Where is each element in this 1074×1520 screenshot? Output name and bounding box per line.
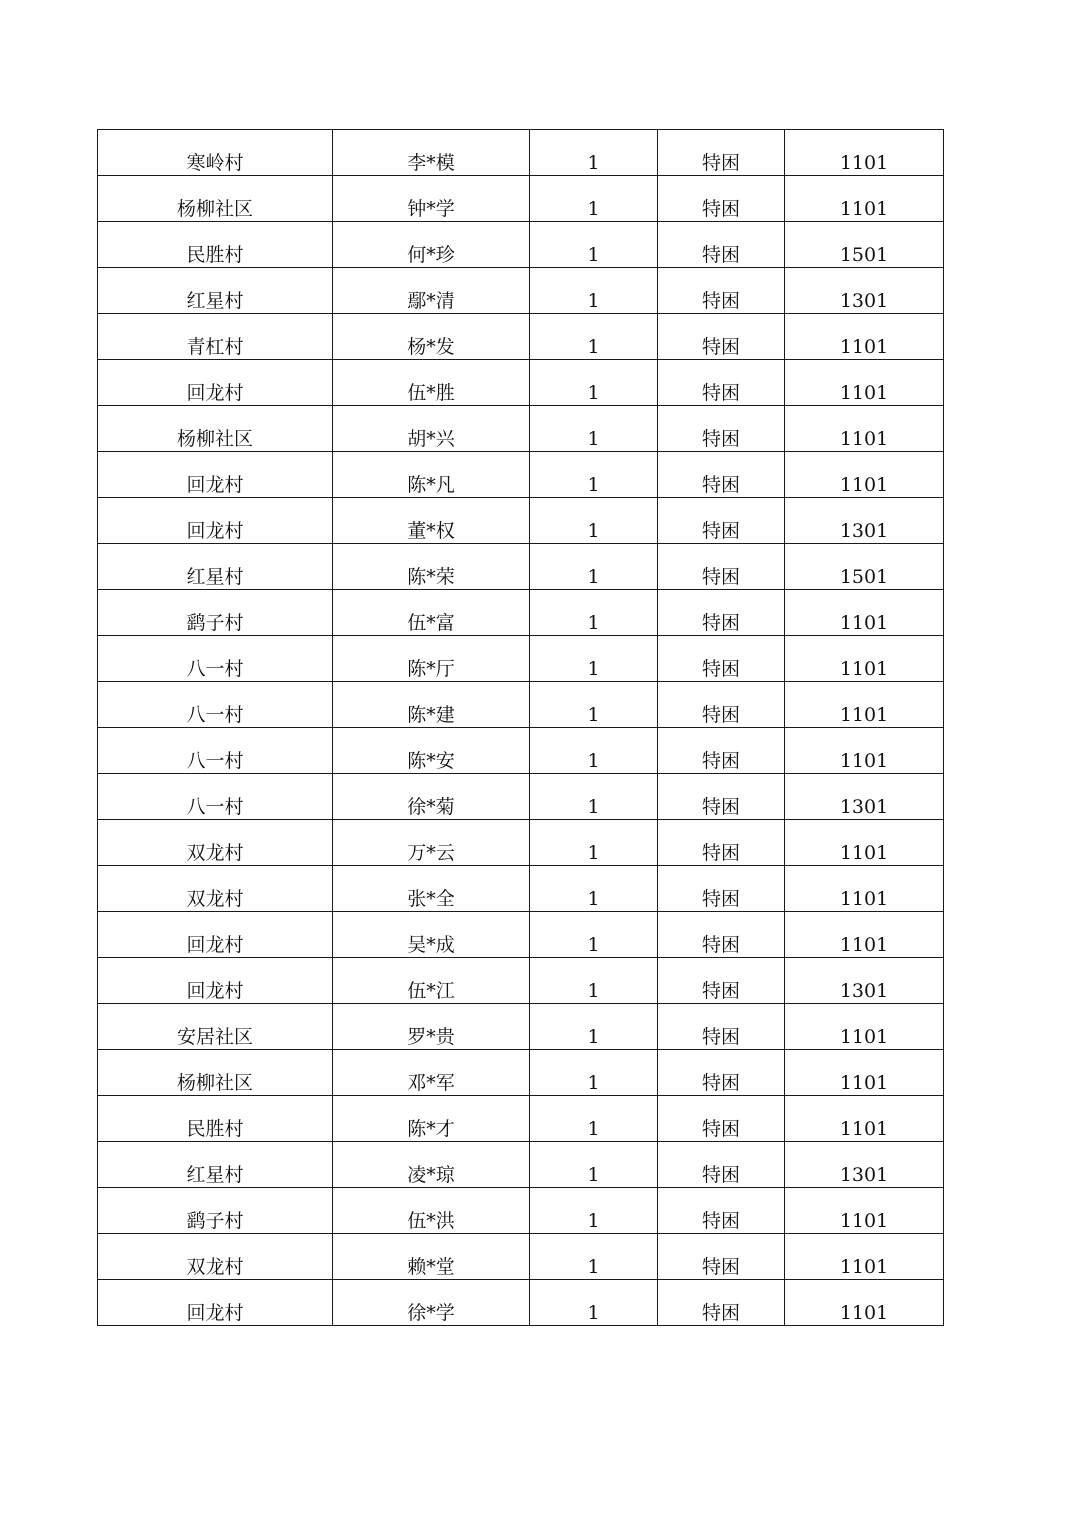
- table-row: [98, 1142, 944, 1188]
- village-cell: 回龙村: [98, 958, 333, 1004]
- category-cell: 特困: [658, 1234, 785, 1280]
- category-cell: 特困: [658, 1096, 785, 1142]
- village-cell: 杨柳社区: [98, 406, 333, 452]
- village-cell: 红星村: [98, 268, 333, 314]
- village-cell: 寒岭村: [98, 130, 333, 176]
- count-cell: 1: [530, 498, 658, 544]
- table-row: [98, 866, 944, 912]
- amount-cell: 1101: [785, 1004, 944, 1050]
- name-cell: 伍*胜: [333, 360, 530, 406]
- village-cell: 安居社区: [98, 1004, 333, 1050]
- count-cell: 1: [530, 636, 658, 682]
- count-cell: 1: [530, 1096, 658, 1142]
- table-row: [98, 1188, 944, 1234]
- amount-cell: 1101: [785, 314, 944, 360]
- name-cell: 陈*安: [333, 728, 530, 774]
- name-cell: 陈*厅: [333, 636, 530, 682]
- name-cell: 董*权: [333, 498, 530, 544]
- table-row: [98, 1096, 944, 1142]
- count-cell: 1: [530, 544, 658, 590]
- table-row: [98, 498, 944, 544]
- amount-cell: 1301: [785, 1142, 944, 1188]
- amount-cell: 1101: [785, 820, 944, 866]
- table-row: [98, 728, 944, 774]
- name-cell: 徐*学: [333, 1280, 530, 1326]
- table-row: [98, 130, 944, 176]
- category-cell: 特困: [658, 958, 785, 1004]
- village-cell: 回龙村: [98, 498, 333, 544]
- village-cell: 双龙村: [98, 820, 333, 866]
- amount-cell: 1101: [785, 1280, 944, 1326]
- category-cell: 特困: [658, 774, 785, 820]
- name-cell: 陈*建: [333, 682, 530, 728]
- village-cell: 杨柳社区: [98, 1050, 333, 1096]
- category-cell: 特困: [658, 682, 785, 728]
- amount-cell: 1101: [785, 452, 944, 498]
- count-cell: 1: [530, 958, 658, 1004]
- roster-table: [97, 129, 944, 1326]
- table-row: [98, 636, 944, 682]
- table-row: [98, 360, 944, 406]
- category-cell: 特困: [658, 636, 785, 682]
- amount-cell: 1101: [785, 406, 944, 452]
- category-cell: 特困: [658, 590, 785, 636]
- village-cell: 杨柳社区: [98, 176, 333, 222]
- name-cell: 吴*成: [333, 912, 530, 958]
- category-cell: 特困: [658, 820, 785, 866]
- name-cell: 罗*贵: [333, 1004, 530, 1050]
- table-row: [98, 176, 944, 222]
- name-cell: 伍*洪: [333, 1188, 530, 1234]
- category-cell: 特困: [658, 912, 785, 958]
- category-cell: 特困: [658, 406, 785, 452]
- village-cell: 鹞子村: [98, 590, 333, 636]
- amount-cell: 1101: [785, 636, 944, 682]
- category-cell: 特困: [658, 314, 785, 360]
- name-cell: 赖*堂: [333, 1234, 530, 1280]
- count-cell: 1: [530, 1280, 658, 1326]
- count-cell: 1: [530, 912, 658, 958]
- name-cell: 何*珍: [333, 222, 530, 268]
- amount-cell: 1101: [785, 728, 944, 774]
- amount-cell: 1301: [785, 268, 944, 314]
- category-cell: 特困: [658, 360, 785, 406]
- table-row: [98, 222, 944, 268]
- count-cell: 1: [530, 866, 658, 912]
- name-cell: 陈*凡: [333, 452, 530, 498]
- count-cell: 1: [530, 452, 658, 498]
- amount-cell: 1101: [785, 130, 944, 176]
- category-cell: 特困: [658, 176, 785, 222]
- amount-cell: 1101: [785, 176, 944, 222]
- table-row: [98, 544, 944, 590]
- amount-cell: 1501: [785, 544, 944, 590]
- category-cell: 特困: [658, 268, 785, 314]
- village-cell: 民胜村: [98, 222, 333, 268]
- category-cell: 特困: [658, 866, 785, 912]
- category-cell: 特困: [658, 544, 785, 590]
- name-cell: 钟*学: [333, 176, 530, 222]
- table-row: [98, 314, 944, 360]
- count-cell: 1: [530, 774, 658, 820]
- count-cell: 1: [530, 360, 658, 406]
- village-cell: 回龙村: [98, 912, 333, 958]
- count-cell: 1: [530, 590, 658, 636]
- category-cell: 特困: [658, 130, 785, 176]
- amount-cell: 1101: [785, 1234, 944, 1280]
- roster-table-body: [98, 130, 944, 1326]
- village-cell: 双龙村: [98, 1234, 333, 1280]
- table-row: [98, 1004, 944, 1050]
- category-cell: 特困: [658, 222, 785, 268]
- village-cell: 回龙村: [98, 452, 333, 498]
- table-row: [98, 682, 944, 728]
- village-cell: 双龙村: [98, 866, 333, 912]
- category-cell: 特困: [658, 1188, 785, 1234]
- village-cell: 八一村: [98, 728, 333, 774]
- name-cell: 徐*菊: [333, 774, 530, 820]
- table-row: [98, 774, 944, 820]
- count-cell: 1: [530, 314, 658, 360]
- village-cell: 回龙村: [98, 1280, 333, 1326]
- count-cell: 1: [530, 1142, 658, 1188]
- count-cell: 1: [530, 1050, 658, 1096]
- name-cell: 凌*琼: [333, 1142, 530, 1188]
- name-cell: 陈*才: [333, 1096, 530, 1142]
- village-cell: 红星村: [98, 544, 333, 590]
- amount-cell: 1101: [785, 912, 944, 958]
- village-cell: 青杠村: [98, 314, 333, 360]
- name-cell: 邓*军: [333, 1050, 530, 1096]
- category-cell: 特困: [658, 1142, 785, 1188]
- amount-cell: 1301: [785, 958, 944, 1004]
- count-cell: 1: [530, 1234, 658, 1280]
- amount-cell: 1101: [785, 360, 944, 406]
- category-cell: 特困: [658, 498, 785, 544]
- category-cell: 特困: [658, 452, 785, 498]
- count-cell: 1: [530, 820, 658, 866]
- count-cell: 1: [530, 268, 658, 314]
- amount-cell: 1101: [785, 1096, 944, 1142]
- count-cell: 1: [530, 222, 658, 268]
- count-cell: 1: [530, 130, 658, 176]
- name-cell: 伍*江: [333, 958, 530, 1004]
- name-cell: 鄢*清: [333, 268, 530, 314]
- village-cell: 红星村: [98, 1142, 333, 1188]
- category-cell: 特困: [658, 1050, 785, 1096]
- table-row: [98, 406, 944, 452]
- name-cell: 伍*富: [333, 590, 530, 636]
- table-row: [98, 590, 944, 636]
- amount-cell: 1101: [785, 682, 944, 728]
- count-cell: 1: [530, 176, 658, 222]
- name-cell: 胡*兴: [333, 406, 530, 452]
- amount-cell: 1301: [785, 498, 944, 544]
- category-cell: 特困: [658, 1280, 785, 1326]
- village-cell: 回龙村: [98, 360, 333, 406]
- village-cell: 八一村: [98, 774, 333, 820]
- table-row: [98, 912, 944, 958]
- count-cell: 1: [530, 682, 658, 728]
- category-cell: 特困: [658, 728, 785, 774]
- amount-cell: 1301: [785, 774, 944, 820]
- table-row: [98, 958, 944, 1004]
- table-row: [98, 1280, 944, 1326]
- name-cell: 万*云: [333, 820, 530, 866]
- village-cell: 鹞子村: [98, 1188, 333, 1234]
- table-row: [98, 452, 944, 498]
- amount-cell: 1101: [785, 1188, 944, 1234]
- amount-cell: 1101: [785, 590, 944, 636]
- count-cell: 1: [530, 1188, 658, 1234]
- amount-cell: 1501: [785, 222, 944, 268]
- category-cell: 特困: [658, 1004, 785, 1050]
- name-cell: 李*模: [333, 130, 530, 176]
- table-row: [98, 820, 944, 866]
- table-row: [98, 1234, 944, 1280]
- name-cell: 张*全: [333, 866, 530, 912]
- amount-cell: 1101: [785, 866, 944, 912]
- table-row: [98, 268, 944, 314]
- count-cell: 1: [530, 728, 658, 774]
- name-cell: 杨*发: [333, 314, 530, 360]
- count-cell: 1: [530, 406, 658, 452]
- count-cell: 1: [530, 1004, 658, 1050]
- table-row: [98, 1050, 944, 1096]
- name-cell: 陈*荣: [333, 544, 530, 590]
- village-cell: 八一村: [98, 682, 333, 728]
- amount-cell: 1101: [785, 1050, 944, 1096]
- village-cell: 八一村: [98, 636, 333, 682]
- village-cell: 民胜村: [98, 1096, 333, 1142]
